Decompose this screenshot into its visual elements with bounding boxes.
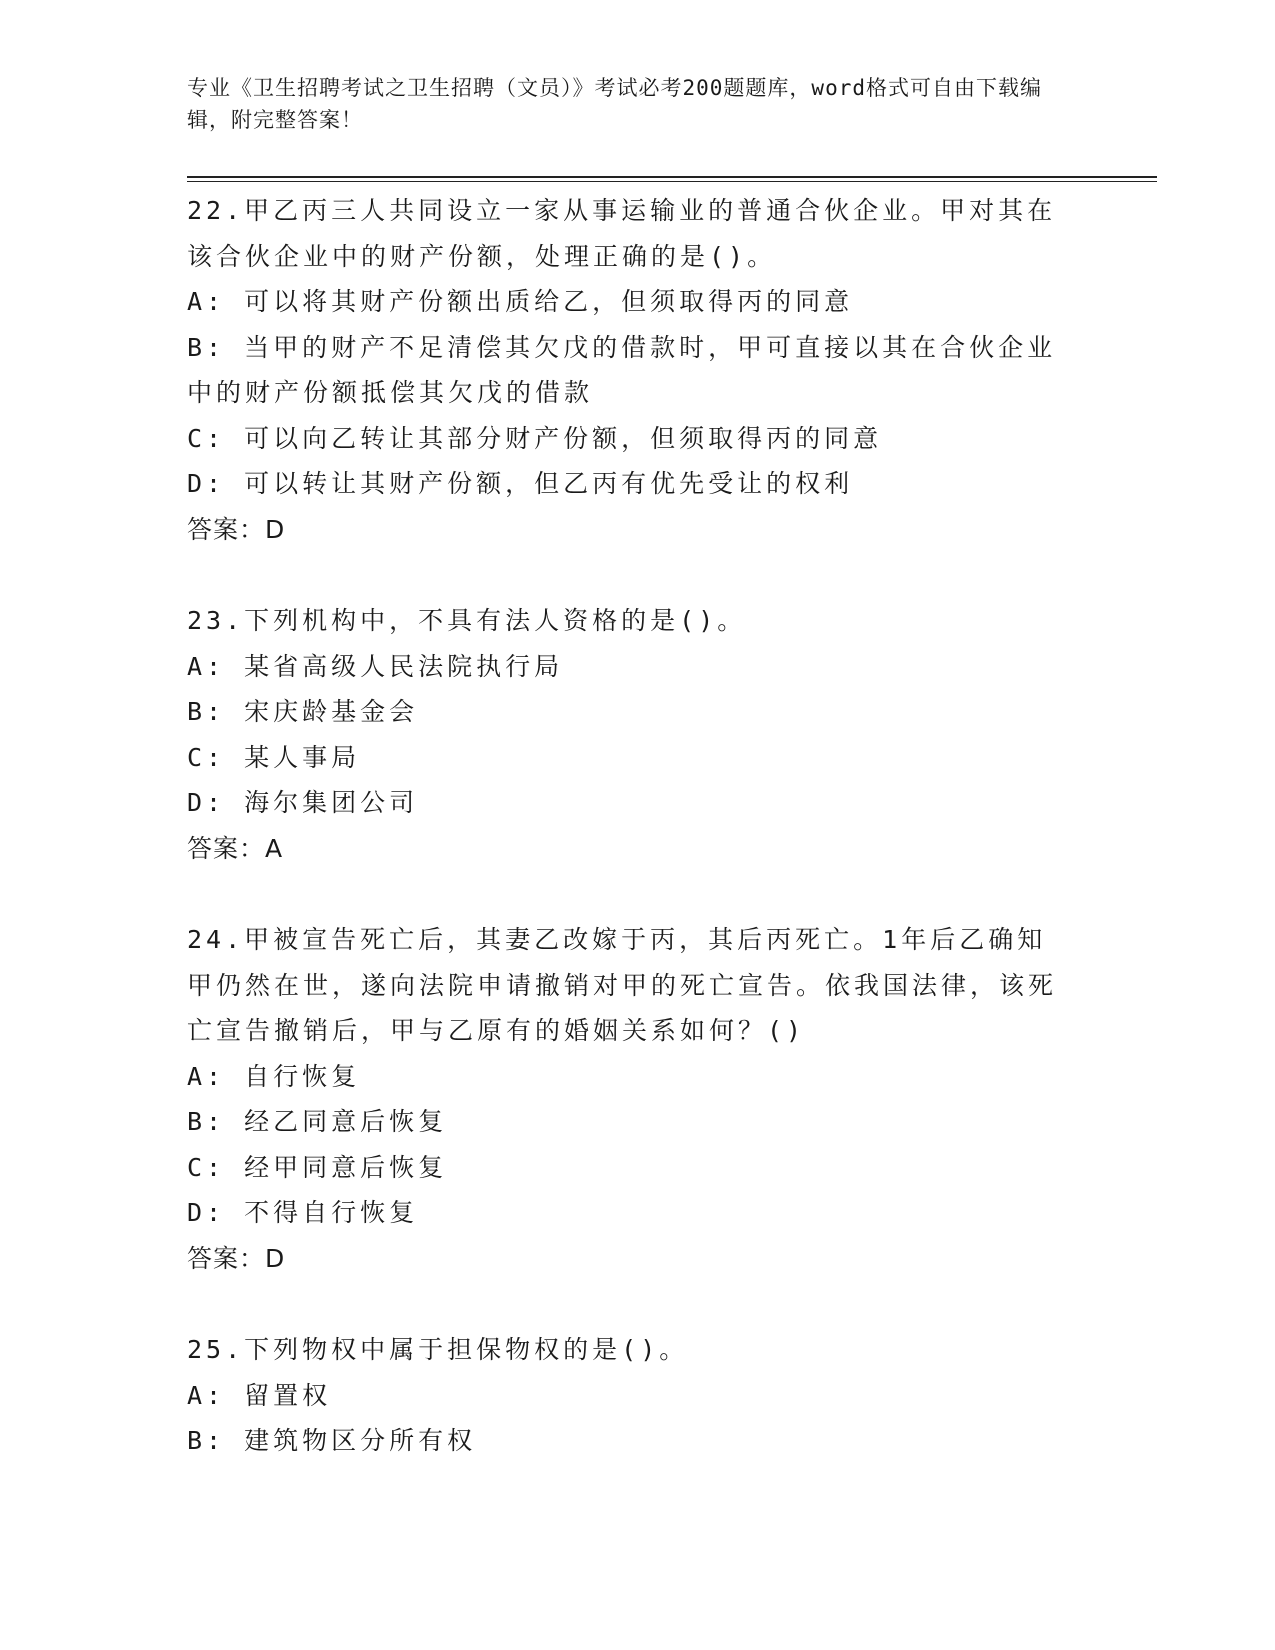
question-25 — [187, 1327, 1067, 1464]
option-b: B: 经乙同意后恢复 — [187, 1107, 448, 1136]
question-stem: 23.下列机构中，不具有法人资格的是()。 — [187, 606, 747, 635]
question-23 — [187, 598, 1067, 871]
answer-line: 答案：D — [187, 1243, 286, 1273]
question-24 — [187, 917, 1067, 1281]
option-c: C: 可以向乙转让其部分财产份额，但须取得丙的同意 — [187, 423, 883, 453]
option-b: B: 宋庆龄基金会 — [187, 697, 419, 726]
option-b: B: 建筑物区分所有权 — [187, 1426, 477, 1455]
option-a: A: 自行恢复 — [187, 1061, 361, 1091]
option-d: D: 可以转让其财产份额，但乙丙有优先受让的权利 — [187, 469, 854, 498]
answer-line: 答案：D — [187, 514, 286, 544]
question-22 — [187, 188, 1067, 552]
option-d: D: 海尔集团公司 — [187, 788, 419, 817]
question-stem: 22.甲乙丙三人共同设立一家从事运输业的普通合伙企业。甲对其在该合伙企业中的财产份额，处理正确的是()。 — [187, 196, 1057, 271]
question-stem: 24.甲被宣告死亡后，其妻乙改嫁于丙，其后丙死亡。1年后乙确知甲仍然在世，遂向法院申请撤销对甲的死亡宣告。依我国法律，该死亡宣告撤销后，甲与乙原有的婚姻关系如何？() — [187, 925, 1058, 1045]
option-d: D: 不得自行恢复 — [187, 1198, 419, 1227]
option-a: A: 某省高级人民法院执行局 — [187, 651, 564, 681]
document-header: 专业《卫生招聘考试之卫生招聘（文员）》考试必考200题题库，word格式可自由下载编辑，附完整答案！ — [187, 76, 1042, 132]
answer-line: 答案：A — [187, 833, 284, 863]
option-b: B: 当甲的财产不足清偿其欠戊的借款时，甲可直接以其在合伙企业中的财产份额抵偿其欠戊的借款 — [187, 332, 1057, 407]
option-c: C: 某人事局 — [187, 742, 361, 772]
option-a: A: 可以将其财产份额出质给乙，但须取得丙的同意 — [187, 287, 854, 316]
header-divider — [187, 176, 1157, 182]
option-c: C: 经甲同意后恢复 — [187, 1152, 448, 1182]
question-stem: 25.下列物权中属于担保物权的是()。 — [187, 1335, 689, 1364]
question-list — [187, 188, 1067, 1510]
option-a: A: 留置权 — [187, 1380, 332, 1410]
